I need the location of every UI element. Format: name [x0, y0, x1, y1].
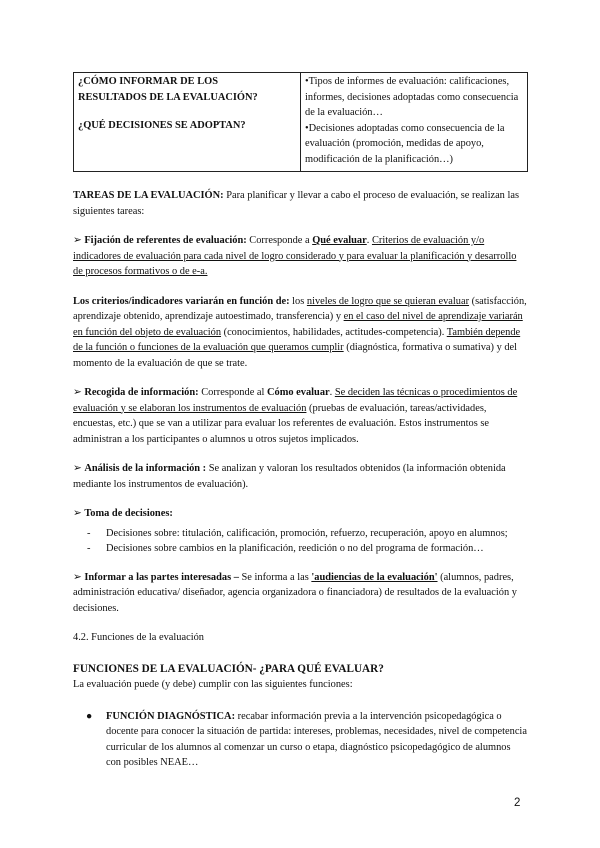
arrow-bullet: ➢ — [73, 235, 85, 246]
arrow-bullet: ➢ — [73, 571, 85, 583]
arrow-bullet: ➢ — [73, 463, 85, 474]
criterios-paragraph: Los criterios/indicadores variarán en función de: los niveles de logro que se quieran evaluar (satisfacción, aprendizaje obtenido, aprendizaje autoestimado, transferencia) y en el caso del nivel de aprendizaje variarán en función del objeto de evaluación (conocimientos, habilidades, actitudes-competencia). También depende de la función o funciones de la evaluación que queramos cumplir (diagnóstica, formativa o sumativa) y del momento de la evaluación de que se trate. — [73, 295, 527, 369]
page-number: 2 — [514, 797, 521, 809]
recogida-paragraph: ➢ Recogida de información: Corresponde al Cómo evaluar. Se deciden las técnicas o procedimientos de evaluación y se elaboran los instrumentos de evaluación (pruebas de evaluación, tareas/actividades, encuestas, etc.) que se van a utilizar para evaluar los referentes de evaluación. Estos instrumentos se administran a los participantes o alumnos u otros sujetos implicados. — [73, 387, 518, 445]
question-informar: ¿CÓMO INFORMAR DE LOS RESULTADOS DE LA EVALUACIÓN? — [78, 76, 258, 103]
informar-paragraph: ➢ Informar a las partes interesadas – Se informa a las 'audiencias de la evaluación' (alumnos, padres, administración educativa/ diseñador, agencia organizadora o financiadora) de resultados de la evaluación y decisiones. — [73, 571, 517, 614]
answer-decisiones: •Decisiones adoptadas como consecuencia de la evaluación (promoción, medidas de apoyo, modificación de la planificación…) — [305, 122, 505, 165]
toma-heading: ➢ Toma de decisiones: — [73, 508, 173, 519]
fijacion-paragraph: ➢ Fijación de referentes de evaluación: Corresponde a Qué evaluar. Criterios de evaluación y/o indicadores de evaluación para cada nivel de logro considerado y para evaluar la planificación y desarrollo de procesos formativos o de e-a. — [73, 235, 517, 277]
arrow-bullet: ➢ — [73, 508, 85, 519]
funciones-intro: La evaluación puede (y debe) cumplir con las siguientes funciones: — [73, 679, 353, 690]
subsection-title: 4.2. Funciones de la evaluación — [73, 632, 204, 643]
analisis-paragraph: ➢ Análisis de la información : Se analizan y valoran los resultados obtenidos (la información obtenida mediante los instrumentos de evaluación). — [73, 463, 506, 490]
document-page — [73, 72, 528, 771]
tareas-paragraph: TAREAS DE LA EVALUACIÓN: Para planificar y llevar a cabo el proceso de evaluación, se realizan las siguientes tareas: — [73, 190, 520, 217]
list-item: ● FUNCIÓN DIAGNÓSTICA: recabar información previa a la intervención psicopedagógica o docente para conocer la situación de partida: intereses, problemas, necesidades, nivel de competencia curricular de los alumnos al comenzar un curso o etapa, diagnóstico psicopedagógico de alumnos con posibles NEAE… — [86, 710, 527, 768]
bullet-dot-icon: ● — [86, 710, 93, 722]
evaluation-summary-table — [73, 72, 528, 172]
toma-list — [73, 526, 528, 557]
table-right-cell — [301, 73, 528, 172]
arrow-bullet: ➢ — [73, 387, 85, 398]
list-item: - Decisiones sobre cambios en la planificación, reedición o no del programa de formación… — [87, 543, 484, 554]
answer-informes: •Tipos de informes de evaluación: calificaciones, informes, decisiones adoptadas como consecuencia de la evaluación… — [305, 76, 519, 118]
funciones-heading: FUNCIONES DE LA EVALUACIÓN- ¿PARA QUÉ EVALUAR? — [73, 662, 384, 675]
funciones-list — [73, 709, 528, 771]
table-left-cell — [74, 73, 301, 172]
list-item: - Decisiones sobre: titulación, calificación, promoción, refuerzo, recuperación, apoyo en alumnos; — [87, 527, 508, 539]
question-decisiones: ¿QUÉ DECISIONES SE ADOPTAN? — [78, 120, 246, 131]
